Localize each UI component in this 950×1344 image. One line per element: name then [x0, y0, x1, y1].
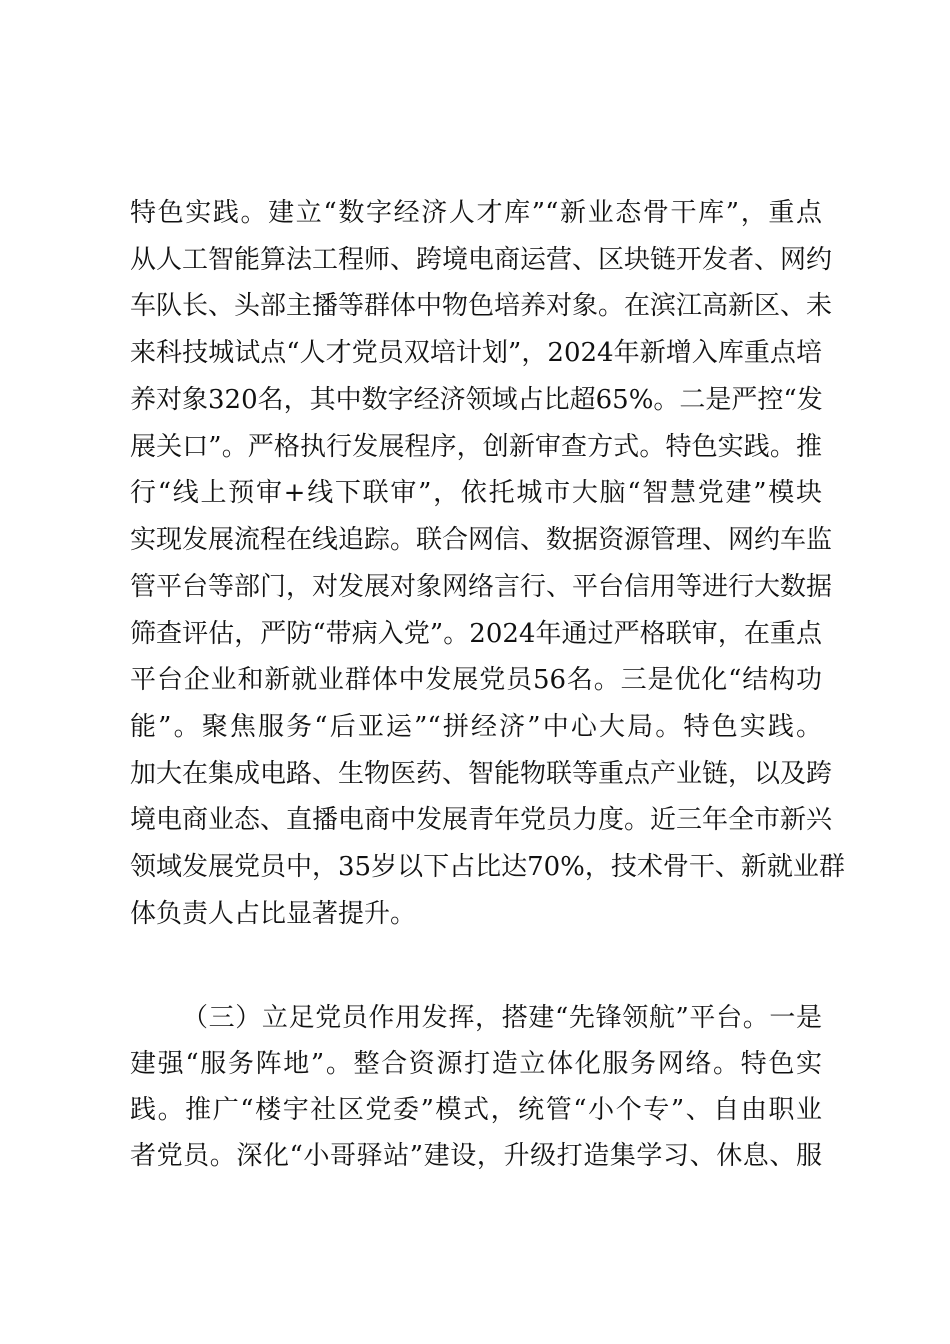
paragraph-2-line: 建强“服务阵地”。整合资源打造立体化服务网络。特色实: [130, 1049, 822, 1079]
paragraph-2-line: 践。推广“楼宇社区党委”模式，统管“小个专”、自由职业: [130, 1095, 822, 1125]
paragraph-1-line: 行“线上预审+线下联审”，依托城市大脑“智慧党建”模块: [130, 478, 822, 508]
paragraph-1-line: 能”。聚焦服务“后亚运”“拼经济”中心大局。特色实践。: [130, 712, 822, 742]
paragraph-1-line: 展关口”。严格执行发展程序，创新审查方式。特色实践。推: [130, 432, 822, 462]
paragraph-1-line: 领域发展党员中，35岁以下占比达70%，技术骨干、新就业群: [130, 852, 845, 882]
paragraph-1-line: 来科技城试点“人才党员双培计划”，2024年新增入库重点培: [130, 338, 822, 368]
paragraph-1-line: 境电商业态、直播电商中发展青年党员力度。近三年全市新兴: [130, 805, 833, 835]
paragraph-1-line: 车队长、头部主播等群体中物色培养对象。在滨江高新区、未: [130, 291, 833, 321]
paragraph-2-line: （三）立足党员作用发挥，搭建“先锋领航”平台。一是: [182, 1003, 822, 1033]
paragraph-2-line: 者党员。深化“小哥驿站”建设，升级打造集学习、休息、服: [130, 1141, 822, 1171]
paragraph-1-line: 特色实践。建立“数字经济人才库”“新业态骨干库”，重点: [130, 198, 822, 228]
paragraph-1-line: 筛查评估，严防“带病入党”。2024年通过严格联审，在重点: [130, 619, 822, 649]
paragraph-1-line: 管平台等部门，对发展对象网络言行、平台信用等进行大数据: [130, 572, 833, 602]
paragraph-1-line: 实现发展流程在线追踪。联合网信、数据资源管理、网约车监: [130, 525, 833, 555]
paragraph-1-line: 养对象320名，其中数字经济领域占比超65%。二是严控“发: [130, 385, 823, 415]
paragraph-1-line: 从人工智能算法工程师、跨境电商运营、区块链开发者、网约: [130, 245, 833, 275]
paragraph-1-line: 体负责人占比显著提升。: [130, 899, 417, 929]
paragraph-1-line: 平台企业和新就业群体中发展党员56名。三是优化“结构功: [130, 665, 822, 695]
paragraph-1-line: 加大在集成电路、生物医药、智能物联等重点产业链，以及跨: [130, 759, 833, 789]
